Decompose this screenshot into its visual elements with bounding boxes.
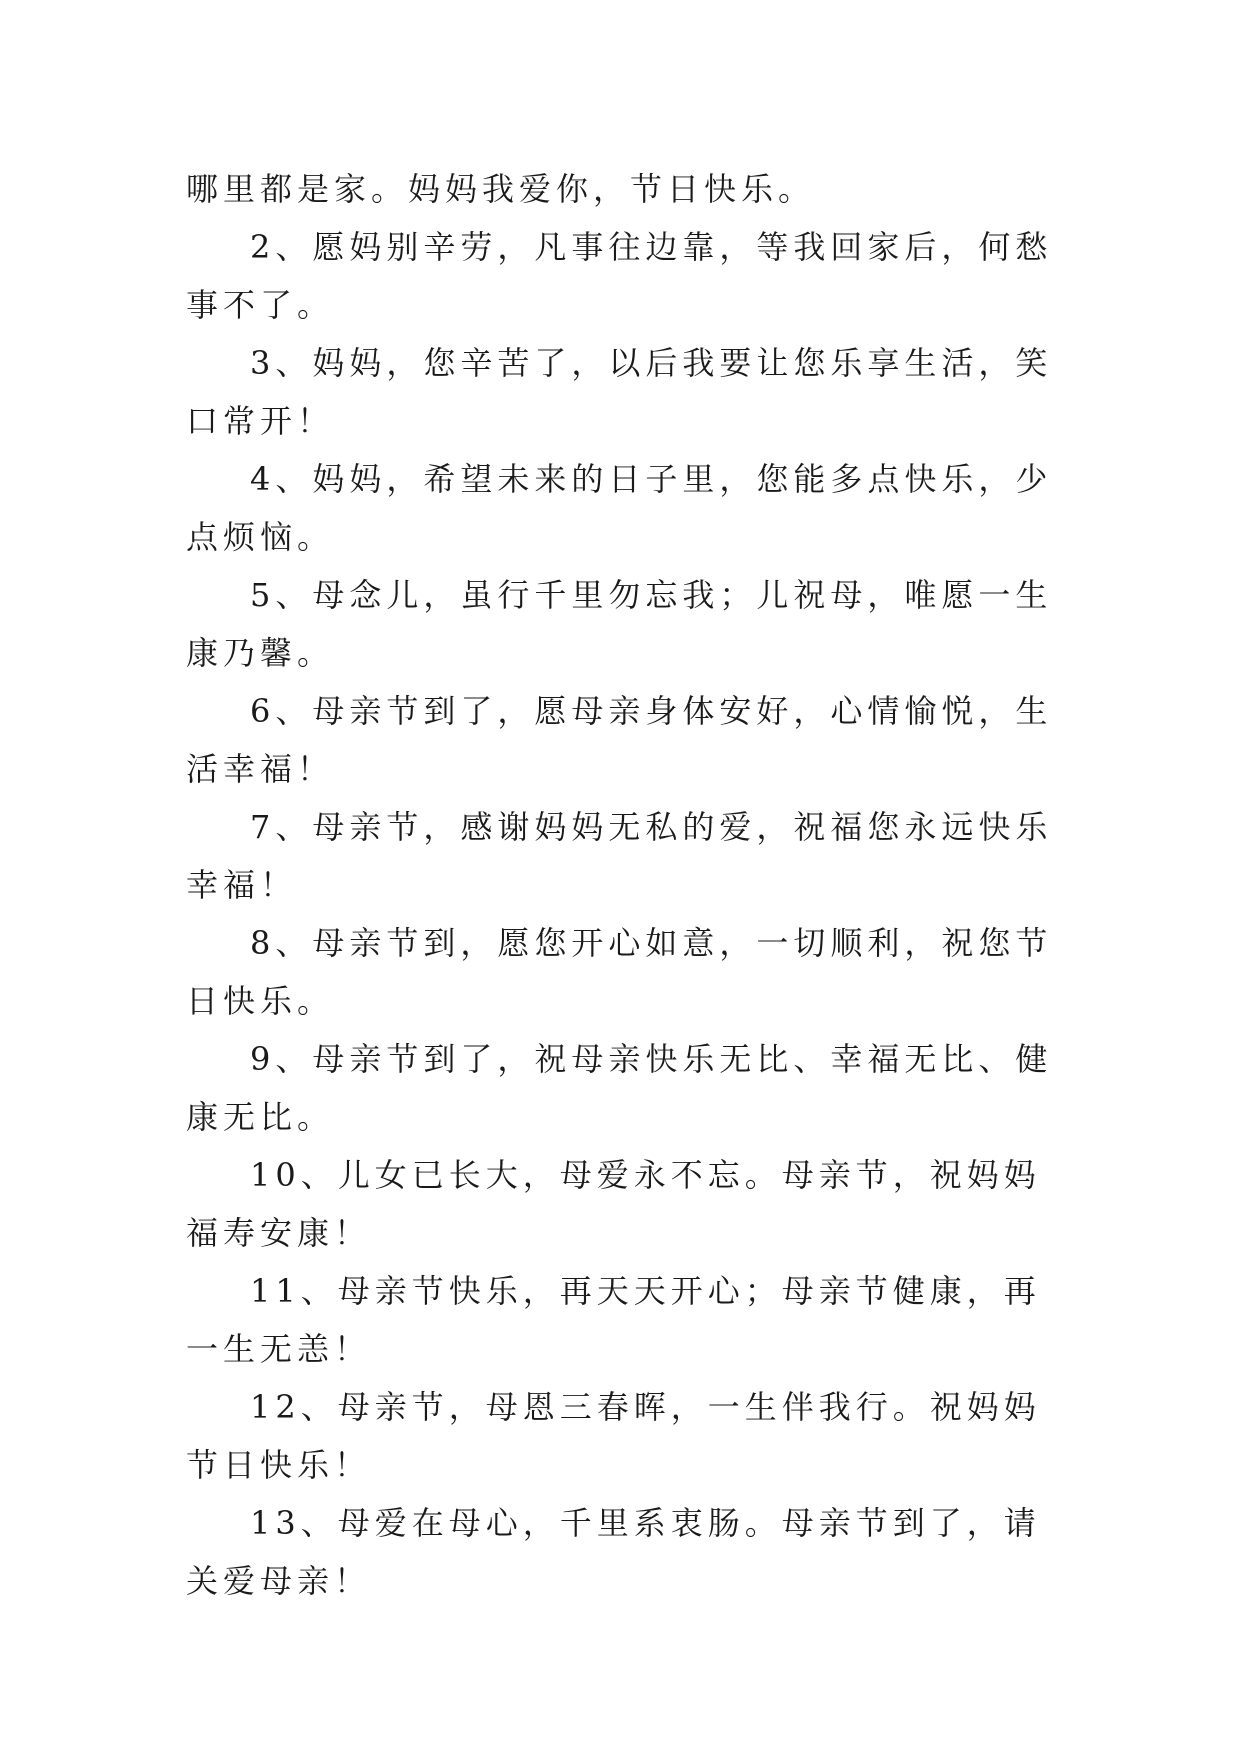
- document-body: [186, 160, 1056, 1610]
- paragraph-item-9: 9、母亲节到了，祝母亲快乐无比、幸福无比、健康无比。: [186, 1040, 1053, 1136]
- paragraph-item-3: 3、妈妈，您辛苦了，以后我要让您乐享生活，笑口常开！: [186, 344, 1053, 440]
- paragraph-item-2: 2、愿妈别辛劳，凡事往边靠，等我回家后，何愁事不了。: [186, 228, 1053, 324]
- paragraph-item-12: 12、母亲节，母恩三春晖，一生伴我行。祝妈妈节日快乐！: [186, 1388, 1041, 1484]
- paragraph-item-6: 6、母亲节到了，愿母亲身体安好，心情愉悦，生活幸福！: [186, 692, 1053, 788]
- paragraph-item-11: 11、母亲节快乐，再天天开心；母亲节健康，再一生无恙！: [186, 1272, 1041, 1368]
- paragraph-item-4: 4、妈妈，希望未来的日子里，您能多点快乐，少点烦恼。: [186, 460, 1053, 556]
- paragraph-item-8: 8、母亲节到，愿您开心如意，一切顺利，祝您节日快乐。: [186, 924, 1053, 1020]
- paragraph-item-13: 13、母爱在母心，千里系衷肠。母亲节到了，请关爱母亲！: [186, 1504, 1041, 1600]
- paragraph-item-5: 5、母念儿，虽行千里勿忘我；儿祝母，唯愿一生康乃馨。: [186, 576, 1053, 672]
- paragraph-item-10: 10、儿女已长大，母爱永不忘。母亲节，祝妈妈福寿安康！: [186, 1156, 1041, 1252]
- paragraph-item-7: 7、母亲节，感谢妈妈无私的爱，祝福您永远快乐幸福！: [186, 808, 1053, 904]
- paragraph-continuation: 哪里都是家。妈妈我爱你，节日快乐。: [186, 170, 816, 208]
